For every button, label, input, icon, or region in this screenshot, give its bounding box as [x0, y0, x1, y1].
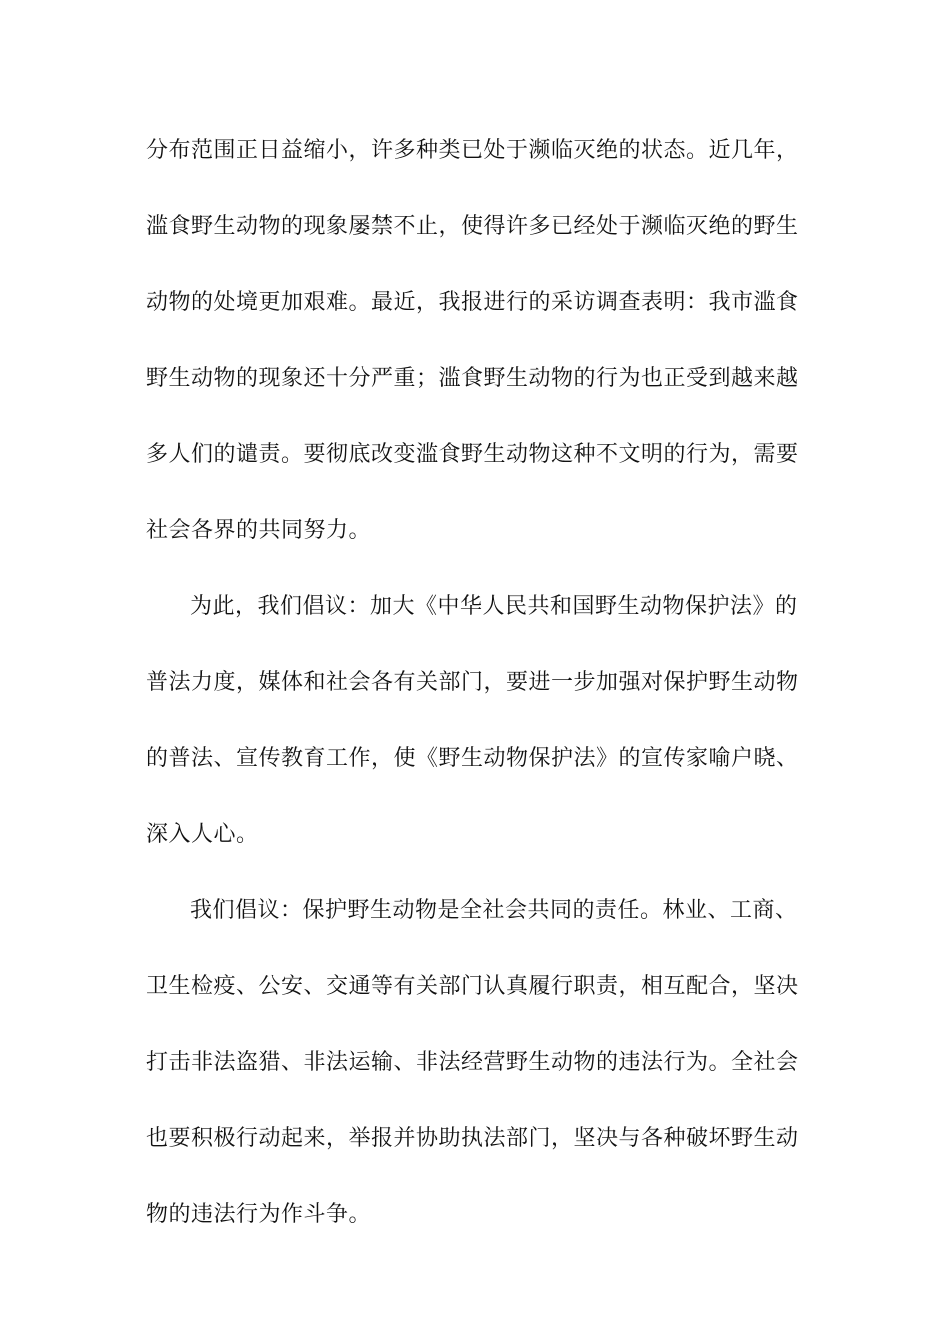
- text-line: 多人们的谴责。要彻底改变滥食野生动物这种不文明的行为，需要: [146, 442, 799, 467]
- text-line: 野生动物的现象还十分严重；滥食野生动物的行为也正受到越来越: [146, 366, 799, 391]
- text-line: 普法力度，媒体和社会各有关部门，要进一步加强对保护野生动物: [146, 670, 799, 695]
- paragraph-start-line: 为此，我们倡议：加大《中华人民共和国野生动物保护法》的: [190, 594, 798, 619]
- text-line: 打击非法盗猎、非法运输、非法经营野生动物的违法行为。全社会: [146, 1050, 799, 1075]
- text-line: 社会各界的共同努力。: [146, 518, 372, 543]
- text-line: 物的违法行为作斗争。: [146, 1202, 372, 1227]
- text-line: 深入人心。: [146, 822, 259, 847]
- text-line: 滥食野生动物的现象屡禁不止，使得许多已经处于濒临灭绝的野生: [146, 214, 799, 239]
- text-line: 卫生检疫、公安、交通等有关部门认真履行职责，相互配合，坚决: [146, 974, 799, 999]
- text-line: 的普法、宣传教育工作，使《野生动物保护法》的宣传家喻户晓、: [146, 746, 799, 771]
- paragraph-start-line: 我们倡议：保护野生动物是全社会共同的责任。林业、工商、: [190, 898, 798, 923]
- text-line: 分布范围正日益缩小，许多种类已处于濒临灭绝的状态。近几年，: [146, 138, 799, 163]
- text-line: 动物的处境更加艰难。最近，我报进行的采访调查表明：我市滥食: [146, 290, 799, 315]
- text-line: 也要积极行动起来，举报并协助执法部门，坚决与各种破坏野生动: [146, 1126, 799, 1151]
